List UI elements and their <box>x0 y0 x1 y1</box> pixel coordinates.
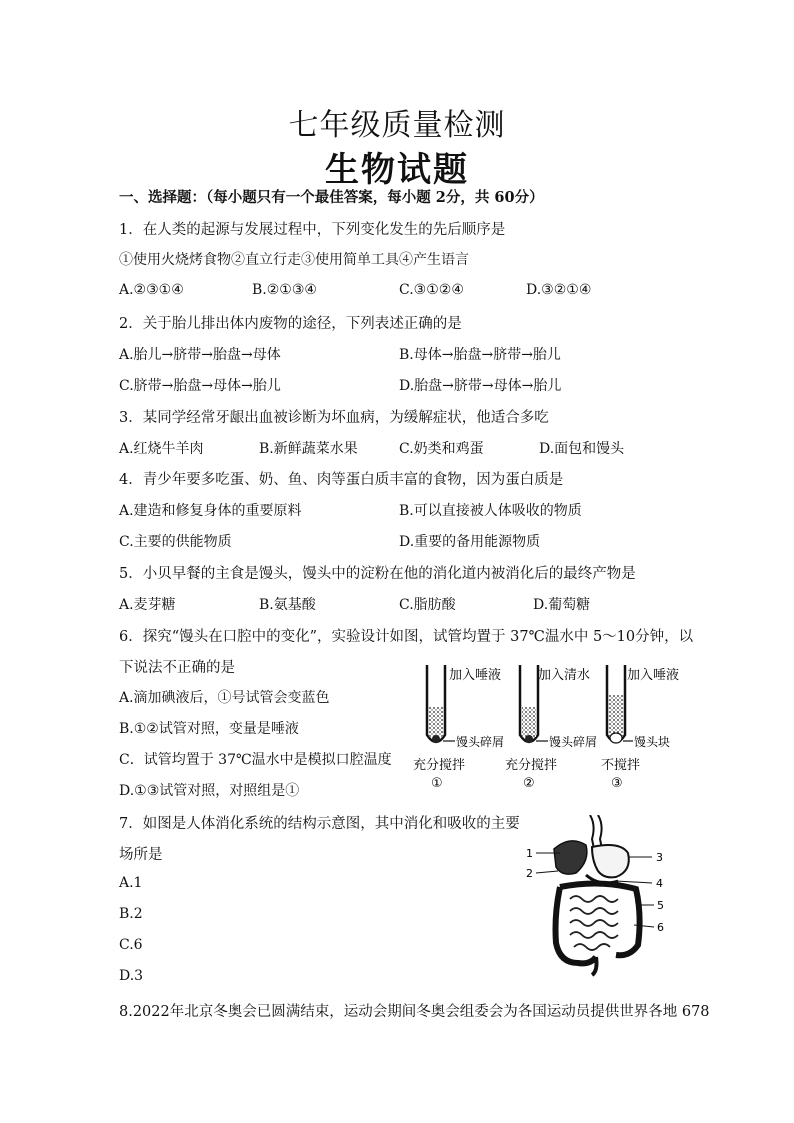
organ-label-4: 4 <box>656 877 663 890</box>
tube-1-side-label: 馒头碎屑 <box>456 735 505 749</box>
q1-option-a: A.②③①④ <box>119 282 184 298</box>
organ-label-5: 5 <box>657 899 664 912</box>
q8-stem: 8.2022年北京冬奥会已圆满结束，运动会期间冬奥会组委会为各国运动员提供世界各地 678 <box>119 1004 710 1020</box>
q6-option-a: A.滴加碘液后，①号试管会变蓝色 <box>119 690 330 706</box>
q2-option-d: D.胎盘→脐带→母体→胎儿 <box>399 378 562 394</box>
tube-2-bottom-label: 充分搅拌 <box>505 758 558 773</box>
organ-label-6: 6 <box>657 921 664 934</box>
tube-3-bottom-label: 不搅拌 <box>601 758 641 773</box>
q6-option-b: B.①②试管对照，变量是唾液 <box>119 721 299 737</box>
test-tube-3 <box>601 665 679 791</box>
q2-option-a: A.胎儿→脐带→胎盘→母体 <box>119 347 281 363</box>
stomach-organ <box>592 845 629 877</box>
section-heading: 一、选择题：（每小题只有一个最佳答案，每小题 2分，共 60分） <box>119 189 544 206</box>
q2-option-c: C.脐带→胎盘→母体→胎儿 <box>119 378 281 394</box>
q4-option-a: A.建造和修复身体的重要原料 <box>119 503 302 519</box>
bread-block <box>610 733 622 743</box>
tube-2-number: ② <box>523 776 535 791</box>
q3-option-d: D.面包和馒头 <box>539 441 625 457</box>
tube-3-top-label: 加入唾液 <box>627 668 680 683</box>
tube-1-number: ① <box>431 776 443 791</box>
q6-stem-line2: 下说法不正确的是 <box>119 660 235 676</box>
q6-stem-line1: 6．探究“馒头在口腔中的变化”，实验设计如图，试管均置于 37℃温水中 5～10分钟，以 <box>119 629 694 645</box>
q1-option-d: D.③②①④ <box>526 282 592 298</box>
q3-option-c: C.奶类和鸡蛋 <box>399 441 484 457</box>
q5-option-c: C.脂肪酸 <box>399 597 456 613</box>
q7-stem-line1: 7．如图是人体消化系统的结构示意图，其中消化和吸收的主要 <box>119 816 520 832</box>
tube-2-top-label: 加入清水 <box>538 668 591 683</box>
organ-label-3: 3 <box>656 851 663 864</box>
q7-stem-line2: 场所是 <box>119 847 163 863</box>
tube-1-bottom-label: 充分搅拌 <box>413 758 466 773</box>
q7-option-b: B.2 <box>119 906 143 922</box>
tube-3-side-label: 馒头块 <box>634 735 671 749</box>
test-tube-1 <box>413 665 504 791</box>
q6-option-d: D.①③试管对照，对照组是① <box>119 783 300 799</box>
q3-stem: 3．某同学经常牙龈出血被诊断为坏血病，为缓解症状，他适合多吃 <box>119 410 549 426</box>
test-tube-2 <box>505 665 597 791</box>
q7-option-c: C.6 <box>119 937 143 953</box>
organ-label-1: 1 <box>526 847 533 860</box>
q7-option-d: D.3 <box>119 968 144 984</box>
tube-3-number: ③ <box>611 776 623 791</box>
bread-crumbs-1 <box>432 735 440 743</box>
q7-option-a: A.1 <box>119 875 143 891</box>
q5-option-a: A.麦芽糖 <box>119 597 176 613</box>
q4-stem: 4．青少年要多吃蛋、奶、鱼、肉等蛋白质丰富的食物，因为蛋白质是 <box>119 472 564 488</box>
q5-option-b: B.氨基酸 <box>259 597 316 613</box>
q2-stem: 2．关于胎儿排出体内废物的途径，下列表述正确的是 <box>119 316 462 332</box>
liver-organ <box>554 841 587 874</box>
q4-option-b: B.可以直接被人体吸收的物质 <box>399 503 582 519</box>
bread-crumbs-2 <box>525 735 533 743</box>
q5-option-d: D.葡萄糖 <box>533 597 591 613</box>
q3-option-a: A.红烧牛羊肉 <box>119 441 204 457</box>
q5-stem: 5．小贝早餐的主食是馒头，馒头中的淀粉在他的消化道内被消化后的最终产物是 <box>119 566 636 582</box>
tube-2-side-label: 馒头碎屑 <box>549 735 598 749</box>
test-tube-figure <box>405 655 695 795</box>
q4-option-c: C.主要的供能物质 <box>119 534 232 550</box>
q4-option-d: D.重要的备用能源物质 <box>399 534 541 550</box>
page-subtitle: 生物试题 <box>325 150 469 190</box>
q3-option-b: B.新鲜蔬菜水果 <box>259 441 358 457</box>
organ-label-2: 2 <box>526 867 533 880</box>
tube-1-top-label: 加入唾液 <box>449 668 502 683</box>
q1-option-c: C.③①②④ <box>399 282 464 298</box>
q6-option-c: C．试管均置于 37℃温水中是模拟口腔温度 <box>119 752 392 768</box>
q1-substatement: ①使用火烧烤食物②直立行走③使用简单工具④产生语言 <box>119 252 469 268</box>
small-intestine <box>570 896 618 950</box>
page-title: 七年级质量检测 <box>288 108 506 143</box>
q1-stem: 1．在人类的起源与发展过程中，下列变化发生的先后顺序是 <box>119 222 506 238</box>
q1-option-b: B.②①③④ <box>252 282 317 298</box>
digestive-system-figure <box>520 815 680 977</box>
large-intestine <box>556 883 640 963</box>
q2-option-b: B.母体→胎盘→脐带→胎儿 <box>399 347 561 363</box>
